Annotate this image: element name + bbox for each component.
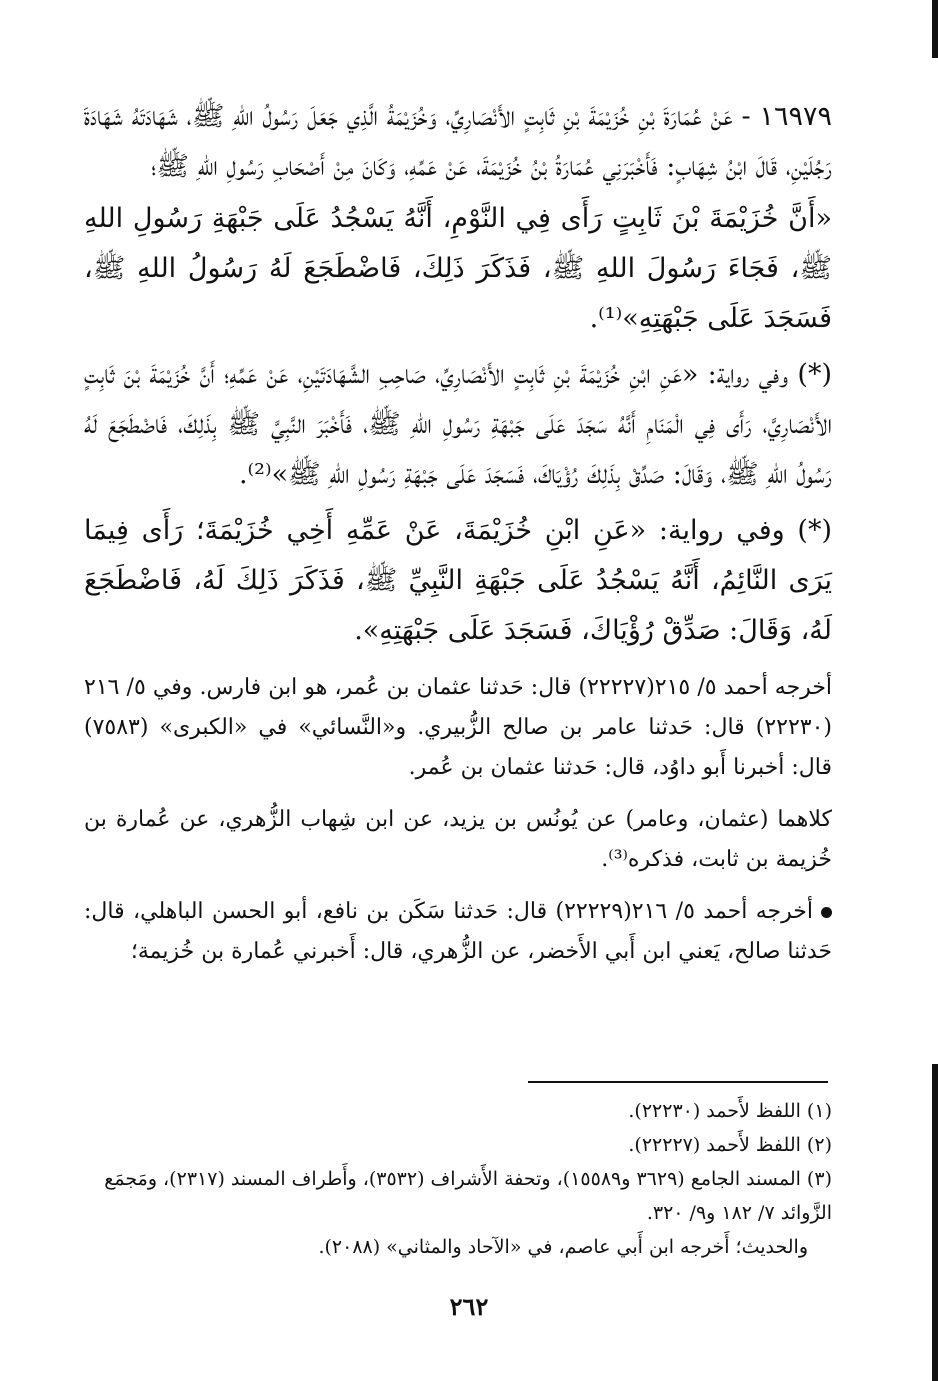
- page-edge-shadow-bottom: [932, 1064, 938, 1381]
- footnote-separator: [528, 1081, 828, 1083]
- takhrij-paragraph-3: [84, 892, 832, 972]
- bullet-icon: [821, 907, 832, 918]
- page-number: ٢٦٢: [449, 1292, 489, 1321]
- footnote-1: (١) اللفظ لأَحمد (٢٢٢٣٠).: [628, 1100, 832, 1122]
- page-body: [84, 92, 832, 972]
- footnote-2: (٢) اللفظ لأَحمد (٢٢٢٢٧).: [628, 1134, 832, 1156]
- page-edge-shadow-top: [932, 0, 938, 58]
- footnotes: [84, 1094, 832, 1264]
- riwaya-variant-2: (*) وفي رواية: «عَنِ ابْنِ خُزَيْمَةَ، عَنْ عَمِّهِ أَخِي خُزَيْمَةَ؛ رَأَى فِيمَا يَرَى النَّائِمُ، أَنَّهُ يَسْجُدُ عَلَى جَبْهَةِ النَّبِيِّ ﷺ، فَذَكَرَ ذَلِكَ لَهُ، فَاضْطَجَعَ لَهُ، وَقَالَ: صَدِّقْ رُؤْيَاكَ، فَسَجَدَ عَلَى جَبْهَتِهِ».: [84, 515, 832, 646]
- hadith-text: ١٦٩٧٩ - عَنْ عُمَارَةَ بْنِ خُزَيْمَةَ بْنِ ثَابِتٍ الأَنْصَارِيِّ، وَخُزَيْمَةُ الَّذِي جَعَلَ رَسُولُ اللهِ ﷺ، شَهَادَتَهُ شَهَادَةَ رَجُلَيْنِ، قَالَ ابْنُ شِهَابٍ: فَأَخْبَرَنِي عُمَارَةُ بْنُ خُزَيْمَةَ، عَنْ عَمِّهِ، وَكَانَ مِنْ أَصْحَابِ رَسُولِ اللهِ ﷺ؛: [84, 101, 832, 182]
- takhrij-paragraph-1: أخرجه أحمد ٥/ ٢١٥(٢٢٢٢٧) قال: حَدثنا عثمان بن عُمر، هو ابن فارس. وفي ٥/ ٢١٦ (٢٢٢٣٠) قال: حَدثنا عامر بن صالح الزُّبيري. و«النَّسائي» في «الكبرى» (٧٥٨٣) قال: أخبرنا أَبو داوُد، قال: حَدثنا عثمان بن عُمر.: [84, 675, 833, 780]
- takhrij-paragraph-2: كلاهما (عثمان، وعامر) عن يُونُس بن يزيد، عن ابن شِهاب الزُّهري، عن عُمارة بن خُزيمة بن ثابت، فذكره⁽³⁾.: [84, 807, 832, 872]
- riwaya-variant-1: (*) وفي رواية: «عَنِ ابْنِ خُزَيْمَةَ بْنِ ثَابِتٍ الأَنْصَارِيِّ، صَاحِبِ الشَّهَادَتَيْنِ، عَنْ عَمِّهِ؛ أَنَّ خُزَيْمَةَ بْنَ ثَابِتٍ الأَنْصَارِيَّ، رَأَى فِي الْمَنَامِ أَنَّهُ سَجَدَ عَلَى جَبْهَةِ رَسُولِ اللهِ ﷺ، فَأَخْبَرَ النَّبِيَّ ﷺ بِذَلِكَ، فَاضْطَجَعَ لَهُ رَسُولُ اللهِ ﷺ، وَقَالَ: صَدِّقْ بِذَلِكَ رُؤْيَاكَ، فَسَجَدَ عَلَى جَبْهَةِ رَسُولِ اللهِ ﷺ»⁽²⁾.: [84, 359, 832, 490]
- hadith-matn: «أَنَّ خُزَيْمَةَ بْنَ ثَابِتٍ رَأَى فِي النَّوْمِ، أَنَّهُ يَسْجُدُ عَلَى جَبْهَةِ رَسُولِ اللهِ ﷺ، فَجَاءَ رَسُولَ اللهِ ﷺ، فَذَكَرَ ذَلِكَ، فَاضْطَجَعَ لَهُ رَسُولُ اللهِ ﷺ، فَسَجَدَ عَلَى جَبْهَتِهِ»⁽¹⁾.: [84, 203, 832, 334]
- footnote-3-continuation: والحديث؛ أَخرجه ابن أَبي عاصم، في «الآحاد والمثاني» (٢٠٨٨).: [318, 1236, 808, 1258]
- takhrij-paragraph-3-text: أخرجه أحمد ٥/ ٢١٦(٢٢٢٢٩) قال: حَدثنا سَكَن بن نافع، أبو الحسن الباهلي، قال: حَدثنا صالح، يَعني ابن أَبي الأَخضر، عن الزُّهري، قال: أَخبرني عُمارة بن خُزيمة؛: [84, 899, 832, 964]
- footnote-3: (٣) المسند الجامع (٣٦٢٩ و١٥٥٨٩)، وتحفة الأَشراف (٣٥٣٢)، وأَطراف المسند (٢٣١٧)، ومَجمَع الزَّوائد ٧/ ١٨٢ و٩/ ٣٢٠.: [104, 1168, 832, 1224]
